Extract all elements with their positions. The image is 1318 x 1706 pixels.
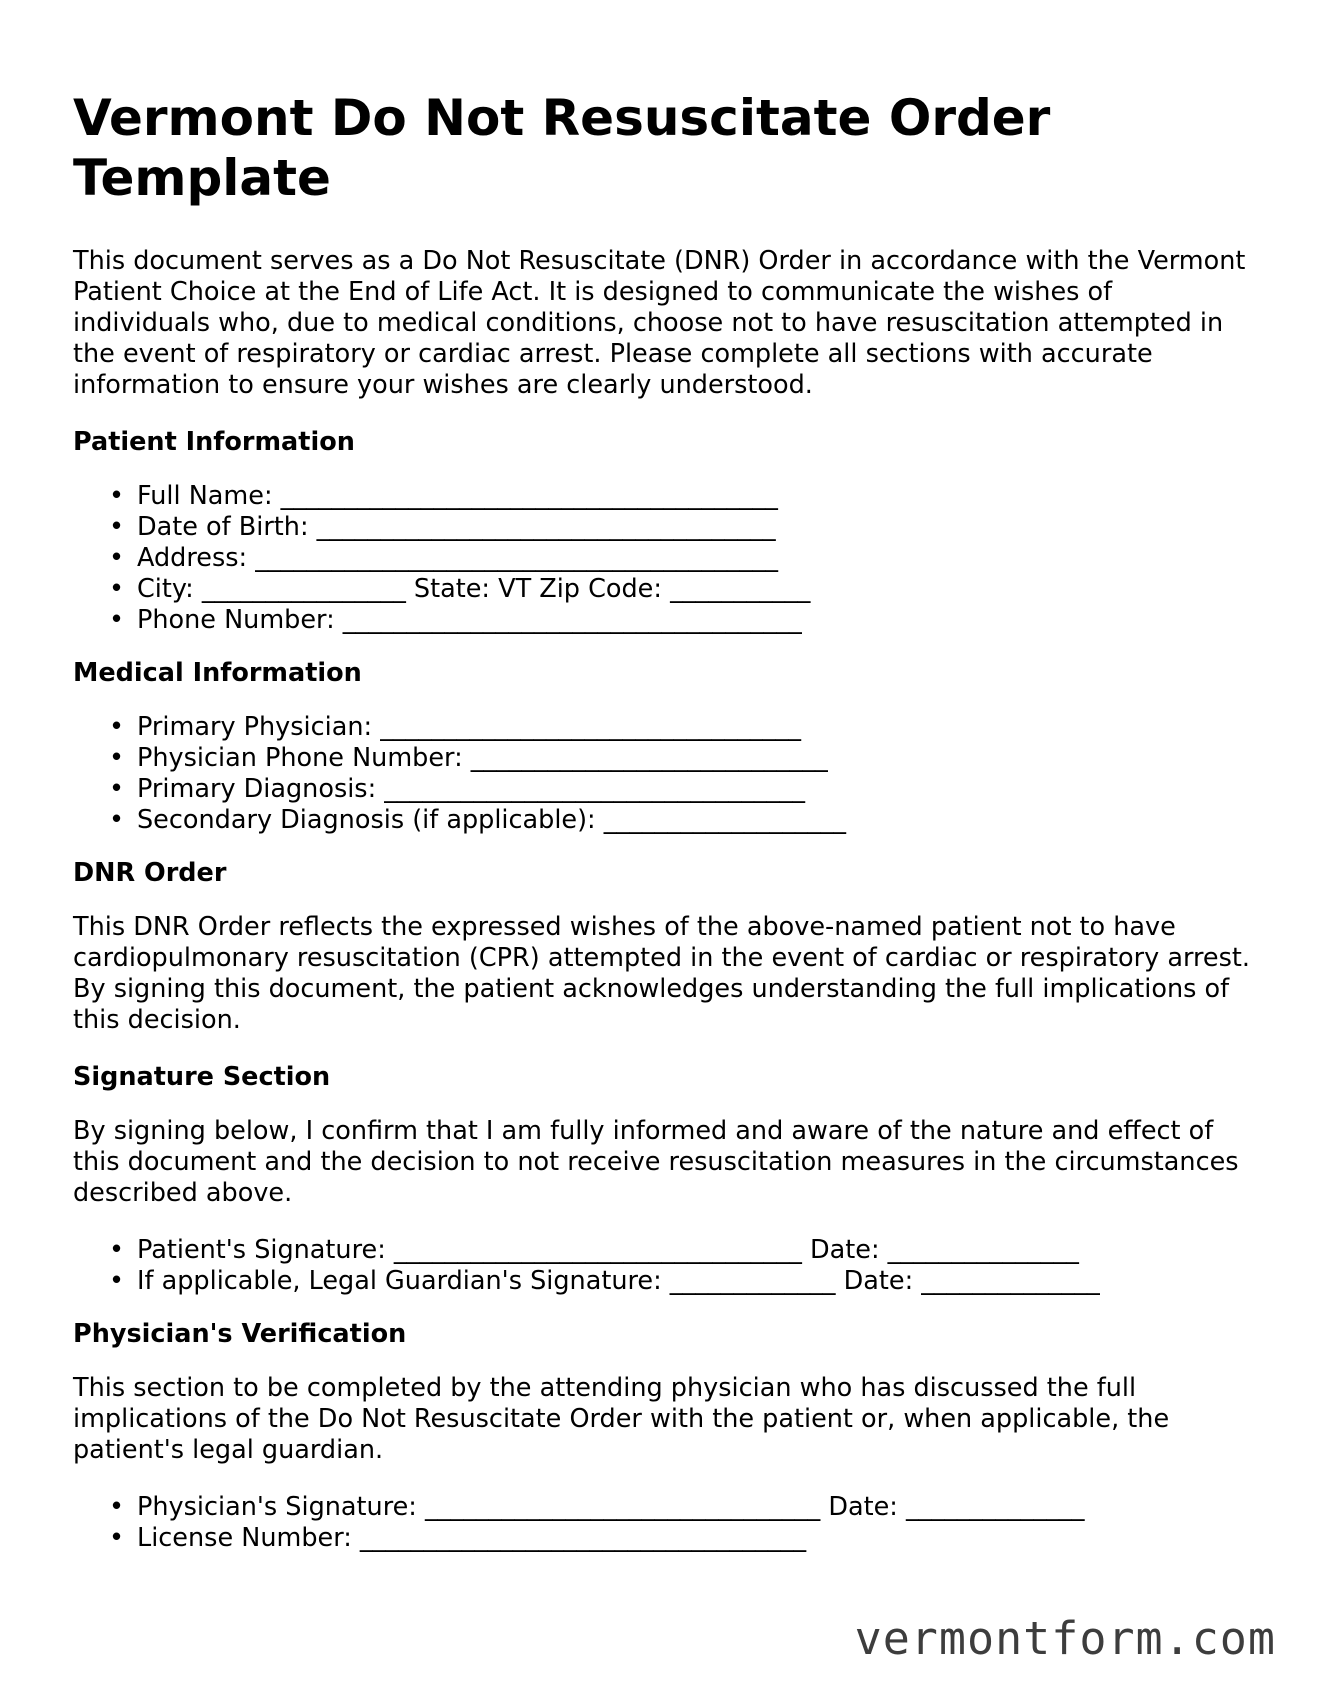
physician-verification-heading: Physician's Verification [73,1319,407,1349]
bullet-icon: • [109,1492,125,1522]
bullet-icon: • [109,543,125,573]
list-item-guardian-signature [109,1266,1253,1297]
physician-verification-paragraph: This section to be completed by the attending physician who has discussed the full implications of the Do Not Resuscitate Order with the patient or, when applicable, the patient's legal guardian. [73,1373,1170,1465]
bullet-icon: • [109,574,125,604]
signature-list [73,1235,1253,1297]
signature-section-paragraph: By signing below, I confirm that I am fully informed and aware of the nature and effect of this document and the decision to not receive resuscitation measures in the circumstances described above. [73,1116,1239,1208]
site-watermark: vermontform.com [854,1612,1276,1665]
bullet-icon: • [109,712,125,742]
bullet-icon: • [109,1266,125,1296]
list-item-primary-physician [109,712,1253,743]
field-secondary-diagnosis[interactable]: Secondary Diagnosis (if applicable): ___________________ [137,805,846,835]
document-page [73,88,1253,1576]
bullet-icon: • [109,1235,125,1265]
field-license-number[interactable]: License Number: ___________________________________ [137,1523,807,1553]
intro-paragraph: This document serves as a Do Not Resuscitate (DNR) Order in accordance with the Vermont Patient Choice at the End of Life Act. It is designed to communicate the wishes of individuals who, due to medical conditions, choose not to have resuscitation attempted in the event of respiratory or cardiac arrest. Please complete all sections with accurate information to ensure your wishes are clearly understood. [73,246,1246,400]
bullet-icon: • [109,605,125,635]
physician-verification-list [73,1492,1253,1554]
field-physician-signature[interactable]: Physician's Signature: _______________________________ Date: ______________ [137,1492,1085,1522]
field-date-of-birth[interactable]: Date of Birth: ____________________________________ [137,512,776,542]
patient-information-list [73,481,1253,636]
field-guardian-signature[interactable]: If applicable, Legal Guardian's Signature: _____________ Date: ______________ [137,1266,1100,1296]
field-city-state-zip[interactable]: City: ________________ State: VT Zip Code: ___________ [137,574,811,604]
list-item-city-state-zip [109,574,1253,605]
bullet-icon: • [109,1523,125,1553]
list-item-secondary-diagnosis [109,805,1253,836]
list-item-license-number [109,1523,1253,1554]
list-item-full-name [109,481,1253,512]
field-patient-signature[interactable]: Patient's Signature: ________________________________ Date: _______________ [137,1235,1079,1265]
bullet-icon: • [109,481,125,511]
dnr-order-heading: DNR Order [73,858,227,888]
list-item-date-of-birth [109,512,1253,543]
bullet-icon: • [109,805,125,835]
field-full-name[interactable]: Full Name: _______________________________________ [137,481,778,511]
document-title: Vermont Do Not Resuscitate Order Template [73,89,1051,207]
field-primary-physician[interactable]: Primary Physician: _________________________________ [137,712,801,742]
list-item-physician-phone [109,743,1253,774]
list-item-primary-diagnosis [109,774,1253,805]
list-item-physician-signature [109,1492,1253,1523]
patient-information-heading: Patient Information [73,427,355,457]
field-primary-diagnosis[interactable]: Primary Diagnosis: _________________________________ [137,774,806,804]
medical-information-heading: Medical Information [73,658,362,688]
bullet-icon: • [109,512,125,542]
list-item-address [109,543,1253,574]
list-item-phone-number [109,605,1253,636]
bullet-icon: • [109,774,125,804]
dnr-order-paragraph: This DNR Order reflects the expressed wishes of the above-named patient not to have cardiopulmonary resuscitation (CPR) attempted in the event of cardiac or respiratory arrest. By signing this document, the patient acknowledges understanding the full implications of this decision. [73,912,1250,1035]
medical-information-list [73,712,1253,836]
signature-section-heading: Signature Section [73,1062,331,1092]
field-phone-number[interactable]: Phone Number: ____________________________________ [137,605,802,635]
bullet-icon: • [109,743,125,773]
field-address[interactable]: Address: _________________________________________ [137,543,778,573]
field-physician-phone[interactable]: Physician Phone Number: ____________________________ [137,743,828,773]
list-item-patient-signature [109,1235,1253,1266]
